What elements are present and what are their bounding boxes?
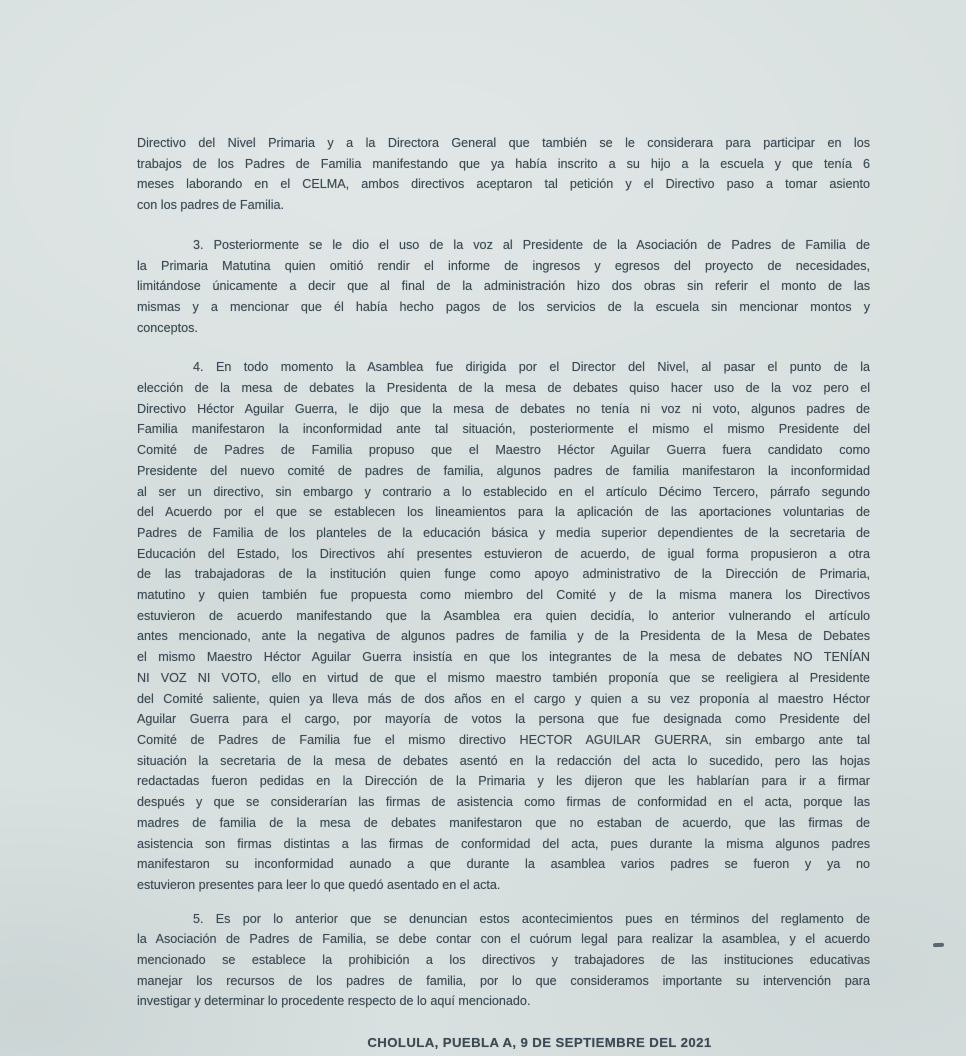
- text-line: matutino y quien también fue propuesta como miembro del Comité y de la misma manera los Directivos: [137, 588, 870, 603]
- document-body: [137, 0, 870, 1012]
- text-line: madres de familia de la mesa de debates manifestaron que no estaban de acuerdo, que las firmas de: [137, 815, 870, 830]
- text-line: NI VOZ NI VOTO, ello en virtud de que el mismo maestro también proponía que se reeligiera al Presidente: [137, 670, 870, 685]
- text-line: conceptos.: [137, 320, 198, 335]
- text-line: del Comité saliente, quien ya lleva más de dos años en el cargo y quien a su vez proponía al maestro Héctor: [137, 691, 870, 706]
- text-line: Comité de Padres de Familia fue el mismo directivo HECTOR AGUILAR GUERRA, sin embargo ante tal: [137, 732, 870, 747]
- text-line: del Acuerdo por el que se establecen los lineamientos para la aplicación de las aportaciones voluntarias de: [137, 505, 870, 520]
- text-line: Aguilar Guerra para el cargo, por mayoría de votos la persona que fue designada como Presidente del: [137, 712, 870, 727]
- text-line: meses laborando en el CELMA, ambos directivos aceptaron tal petición y el Directivo paso a tomar asiento: [137, 177, 870, 192]
- text-line: mismas y a mencionar que él había hecho pagos de los servicios de la escuela sin mencionar montos y: [137, 299, 870, 314]
- text-line: manejar los recursos de los padres de familia, por lo que consideramos importante su intervención para: [137, 973, 870, 988]
- text-line: Comité de Padres de Familia propuso que el Maestro Héctor Aguilar Guerra fuera candidato como: [137, 443, 870, 458]
- text-line: Padres de Familia de los planteles de la educación básica y media superior dependientes de la secretaria de: [137, 525, 870, 540]
- text-line: la Primaria Matutina quien omitió rendir el informe de ingresos y egresos del proyecto de necesidades,: [137, 258, 870, 273]
- text-line: limitándose únicamente a decir que al final de la administración hizo dos obras sin referir el monto de las: [137, 279, 870, 294]
- text-line: Presidente del nuevo comité de padres de familia, algunos padres de familia manifestaron la inconformidad: [137, 463, 870, 478]
- text-line: Directivo Héctor Aguilar Guerra, le dijo que la mesa de debates no tenía ni voz ni voto, algunos padres de: [137, 401, 870, 416]
- text-line: manifestaron su inconformidad aunado a que durante la asamblea varios padres se fueron y ya no: [137, 857, 870, 872]
- text-line: trabajos de los Padres de Familia manifestando que ya había inscrito a su hijo a la escuela y que tenía 6: [137, 156, 870, 171]
- text-line: estuvieron presentes para leer lo que quedó asentado en el acta.: [137, 877, 501, 892]
- dateline: CHOLULA, PUEBLA A, 9 DE SEPTIEMBRE DEL 2021: [367, 1035, 712, 1050]
- ink-mark: [933, 943, 944, 947]
- paragraph: [137, 357, 870, 895]
- text-line: 3. Posteriormente se le dio el uso de la voz al Presidente de la Asociación de Padres de Familia de: [193, 237, 870, 252]
- text-line: Directivo del Nivel Primaria y a la Directora General que también se le considerara para participar en los: [137, 136, 870, 150]
- text-line: 4. En todo momento la Asamblea fue dirigida por el Director del Nivel, al pasar el punto de la: [193, 360, 870, 375]
- text-line: con los padres de Familia.: [137, 198, 284, 213]
- text-line: al ser un directivo, sin embargo y contrario a lo establecido en el artículo Décimo Tercero, párrafo segundo: [137, 484, 870, 499]
- text-line: investigar y determinar lo procedente respecto de lo aquí mencionado.: [137, 994, 531, 1009]
- text-line: antes mencionado, ante la negativa de algunos padres de familia y de la Presidenta de la Mesa de Debates: [137, 629, 870, 644]
- text-line: mencionado se establece la prohibición a los directivos y trabajadores de las instituciones educativas: [137, 953, 870, 968]
- paragraph: [137, 235, 870, 339]
- paragraph: [137, 133, 870, 216]
- text-line: Familia manifestaron la inconformidad ante tal situación, posteriormente el mismo el mismo Presidente del: [137, 422, 870, 437]
- paragraph: [137, 909, 870, 1013]
- text-line: situación la secretaria de la mesa de debates asentó en la redacción del acta lo sucedido, pero las hojas: [137, 753, 870, 768]
- text-line: de las trabajadoras de la institución quien funge como apoyo administrativo de la Dirección de Primaria,: [137, 567, 870, 582]
- text-line: asistencia son firmas distintas a las firmas de conformidad del acta, pues durante la misma algunos padres: [137, 836, 870, 851]
- text-line: redactadas fueron pedidas en la Dirección de la Primaria y les dijeron que les hablarían para ir a firmar: [137, 774, 870, 789]
- text-line: elección de la mesa de debates la Presidenta de la mesa de debates quiso hacer uso de la voz pero el: [137, 381, 870, 396]
- text-line: Educación del Estado, los Directivos ahí presentes estuvieron de acuerdo, de igual forma propusieron a otra: [137, 546, 870, 561]
- text-line: el mismo Maestro Héctor Aguilar Guerra insistía en que los integrantes de la mesa de debates NO TENÍAN: [137, 650, 870, 665]
- text-line: 5. Es por lo anterior que se denuncian estos acontecimientos pues en términos del reglamento de: [193, 911, 870, 926]
- text-line: la Asociación de Padres de Familia, se debe contar con el cuórum legal para realizar la asamblea, y el acuerdo: [137, 932, 870, 947]
- text-line: estuvieron de acuerdo manifestando que la Asamblea era quien decidía, lo anterior vulnerando el artículo: [137, 608, 870, 623]
- text-line: después y que se considerarían las firmas de asistencia como firmas de conformidad en el acta, porque las: [137, 795, 870, 810]
